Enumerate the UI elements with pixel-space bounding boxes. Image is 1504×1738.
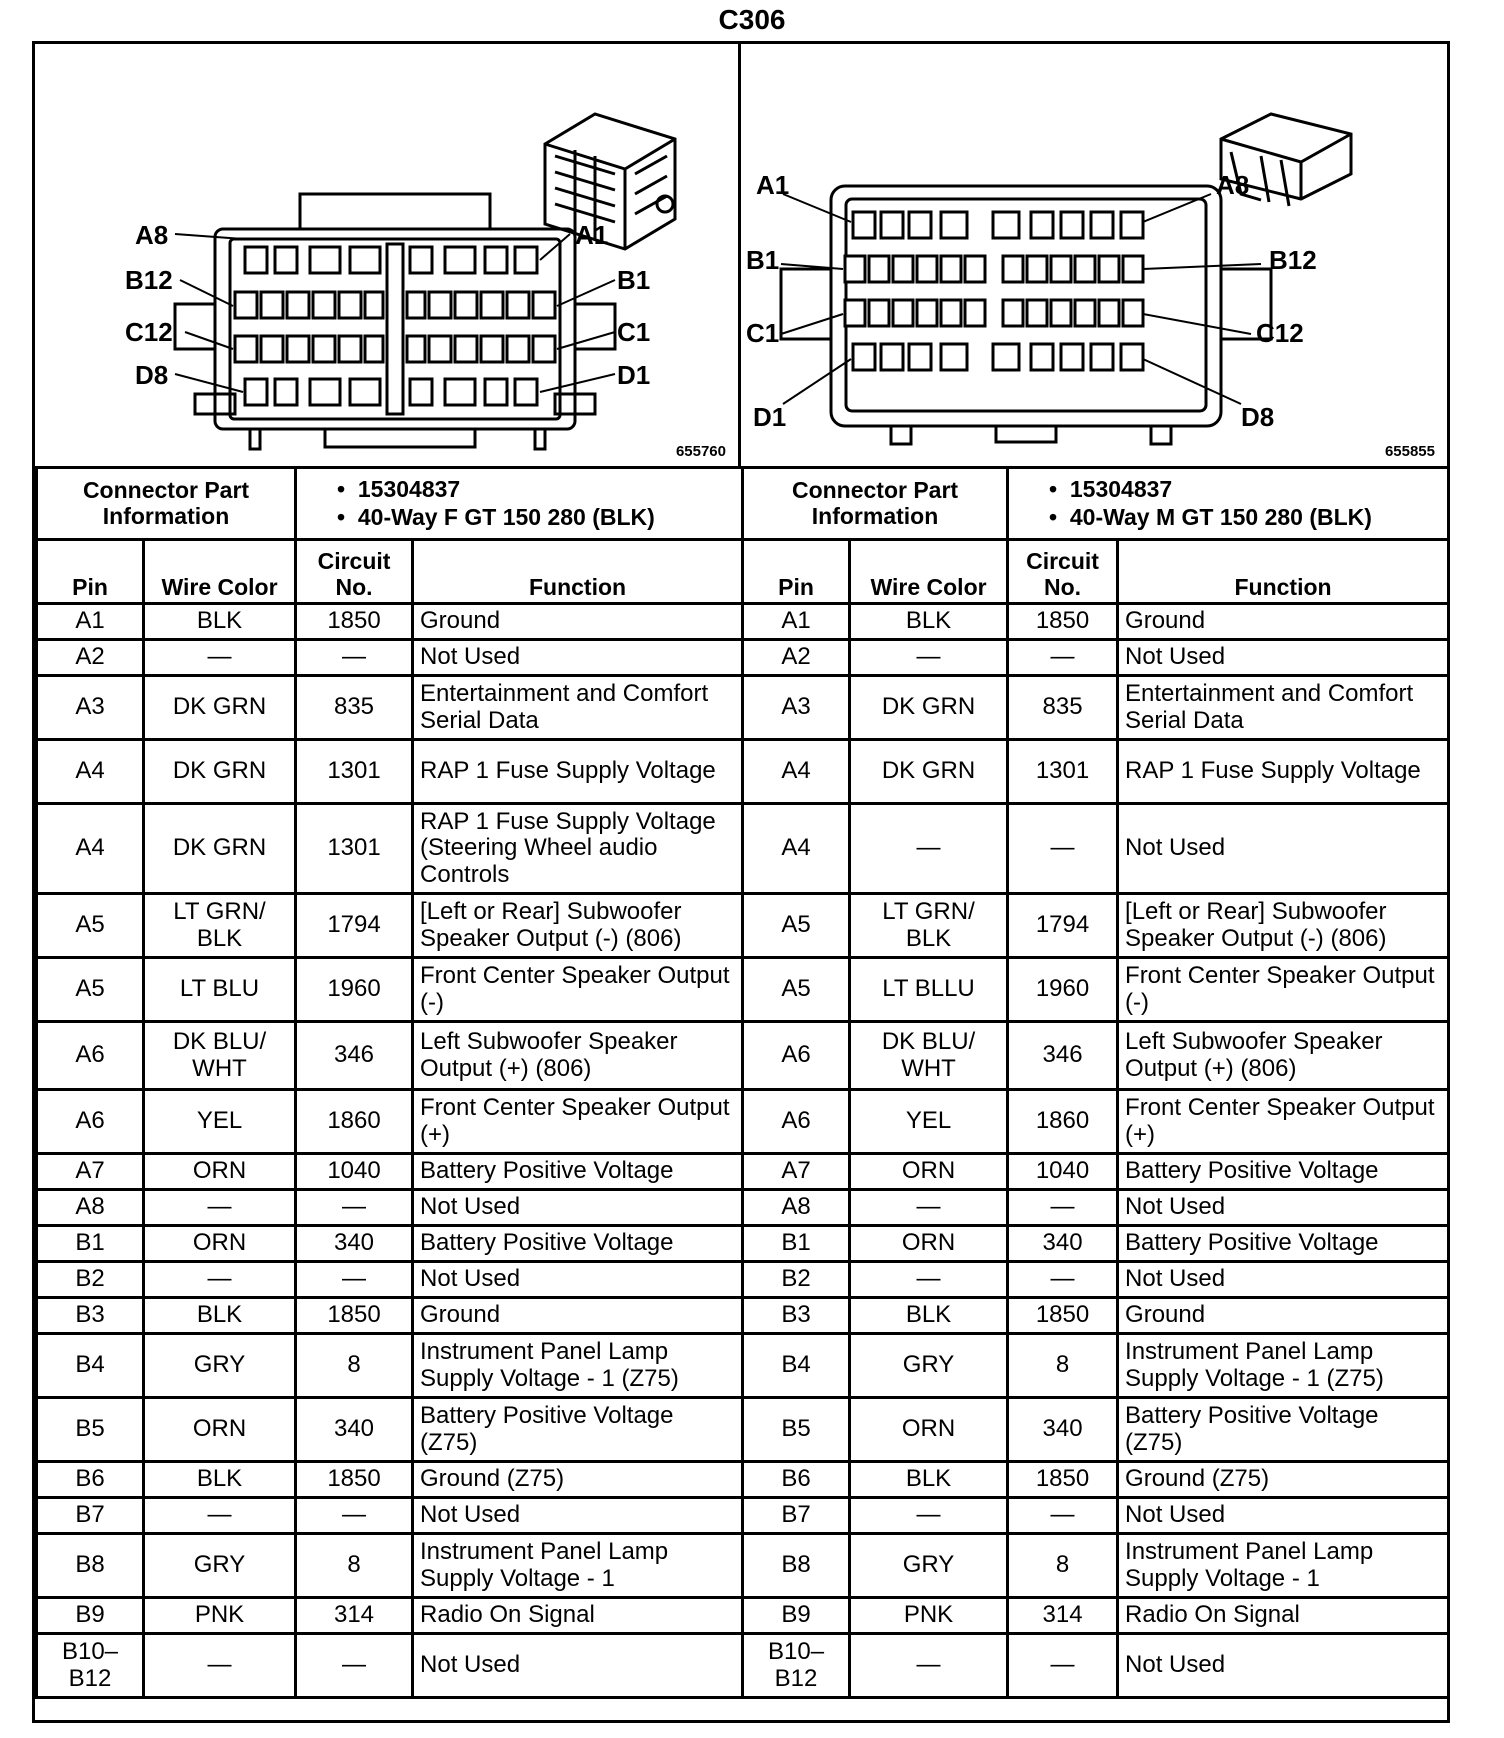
right-pin-cell: B8 xyxy=(743,1534,850,1598)
right-pin-cell: A7 xyxy=(743,1154,850,1190)
right-circuit-no-cell: — xyxy=(1008,1190,1118,1226)
right-connector-diagram xyxy=(741,44,1447,466)
right-function-cell: Not Used xyxy=(1118,1634,1449,1698)
left-pin-cell: A4 xyxy=(37,804,144,894)
left-connector-diagram xyxy=(35,44,741,466)
left-circuit-no-cell: 8 xyxy=(296,1534,413,1598)
left-circuit-no-cell: 1850 xyxy=(296,604,413,640)
table-row xyxy=(37,1226,1449,1262)
left-part-description: • 40-Way F GT 150 280 (BLK) xyxy=(337,504,655,530)
right-wire-color-cell: GRY xyxy=(850,1534,1008,1598)
right-wire-color-cell: BLK xyxy=(850,1298,1008,1334)
header-function: Function xyxy=(1118,540,1449,604)
table-row xyxy=(37,1462,1449,1498)
right-circuit-no-cell: — xyxy=(1008,1262,1118,1298)
right-pin-cell: B2 xyxy=(743,1262,850,1298)
right-function-cell: Not Used xyxy=(1118,1262,1449,1298)
right-circuit-no-cell: 1850 xyxy=(1008,604,1118,640)
right-function-cell: Not Used xyxy=(1118,1190,1449,1226)
left-pin-cell: A5 xyxy=(37,894,144,958)
left-pin-cell: A8 xyxy=(37,1190,144,1226)
female-connector-drawing xyxy=(35,44,738,466)
left-wire-color-cell: LT BLU xyxy=(144,958,296,1022)
right-wire-color-cell: DK GRN xyxy=(850,740,1008,804)
header-pin: Pin xyxy=(743,540,850,604)
left-function-cell: Not Used xyxy=(413,1498,743,1534)
left-pin-cell: A2 xyxy=(37,640,144,676)
left-pin-cell: B9 xyxy=(37,1598,144,1634)
right-wire-color-cell: LT GRN/ BLK xyxy=(850,894,1008,958)
left-function-cell: Ground xyxy=(413,604,743,640)
right-info-label: Connector Part Information xyxy=(743,468,1008,540)
left-function-cell: Battery Positive Voltage xyxy=(413,1154,743,1190)
table-row xyxy=(37,1262,1449,1298)
right-function-cell: Ground xyxy=(1118,1298,1449,1334)
pin-label-c12: C12 xyxy=(1256,318,1304,348)
table-row xyxy=(37,676,1449,740)
right-function-cell: Instrument Panel Lamp Supply Voltage - 1 (Z75) xyxy=(1118,1334,1449,1398)
header-circuit-no: Circuit No. xyxy=(296,540,413,604)
right-wire-color-cell: LT BLLU xyxy=(850,958,1008,1022)
right-wire-color-cell: BLK xyxy=(850,1462,1008,1498)
left-pin-cell: A3 xyxy=(37,676,144,740)
right-pin-cell: B5 xyxy=(743,1398,850,1462)
table-row xyxy=(37,1334,1449,1398)
pin-label-b12: B12 xyxy=(1269,245,1317,275)
right-function-cell: Not Used xyxy=(1118,804,1449,894)
pin-label-a8: A8 xyxy=(135,220,169,250)
left-circuit-no-cell: 8 xyxy=(296,1334,413,1398)
left-wire-color-cell: BLK xyxy=(144,1298,296,1334)
left-function-cell: Not Used xyxy=(413,1190,743,1226)
right-function-cell: Left Subwoofer Speaker Output (+) (806) xyxy=(1118,1022,1449,1090)
left-circuit-no-cell: — xyxy=(296,1498,413,1534)
right-pin-cell: B4 xyxy=(743,1334,850,1398)
left-function-cell: Battery Positive Voltage xyxy=(413,1226,743,1262)
header-function: Function xyxy=(413,540,743,604)
male-connector-drawing xyxy=(741,44,1447,466)
left-wire-color-cell: — xyxy=(144,1498,296,1534)
right-function-cell: RAP 1 Fuse Supply Voltage xyxy=(1118,740,1449,804)
pin-label-c1: C1 xyxy=(617,317,651,347)
right-wire-color-cell: DK BLU/ WHT xyxy=(850,1022,1008,1090)
left-wire-color-cell: DK BLU/ WHT xyxy=(144,1022,296,1090)
right-function-cell: Entertainment and Comfort Serial Data xyxy=(1118,676,1449,740)
header-pin: Pin xyxy=(37,540,144,604)
right-function-cell: Ground xyxy=(1118,604,1449,640)
left-wire-color-cell: DK GRN xyxy=(144,740,296,804)
table-row xyxy=(37,1298,1449,1334)
right-function-cell: Battery Positive Voltage xyxy=(1118,1226,1449,1262)
right-circuit-no-cell: 8 xyxy=(1008,1334,1118,1398)
left-circuit-no-cell: 1794 xyxy=(296,894,413,958)
left-function-cell: Left Subwoofer Speaker Output (+) (806) xyxy=(413,1022,743,1090)
right-pin-cell: A5 xyxy=(743,894,850,958)
right-pin-cell: A2 xyxy=(743,640,850,676)
left-part-number: • 15304837 xyxy=(337,475,461,502)
pin-label-a1: A1 xyxy=(575,220,609,250)
pin-label-d1: D1 xyxy=(753,402,787,432)
pin-label-a8: A8 xyxy=(1216,170,1250,200)
left-function-cell: Not Used xyxy=(413,640,743,676)
pin-label-d1: D1 xyxy=(617,360,651,390)
left-circuit-no-cell: 1301 xyxy=(296,804,413,894)
connector-info-row xyxy=(37,468,1449,540)
right-pin-cell: B1 xyxy=(743,1226,850,1262)
table-row xyxy=(37,1398,1449,1462)
left-pin-cell: A6 xyxy=(37,1090,144,1154)
table-row xyxy=(37,1598,1449,1634)
left-circuit-no-cell: 1040 xyxy=(296,1154,413,1190)
right-circuit-no-cell: — xyxy=(1008,804,1118,894)
right-circuit-no-cell: 8 xyxy=(1008,1534,1118,1598)
right-circuit-no-cell: 1960 xyxy=(1008,958,1118,1022)
left-function-cell: Not Used xyxy=(413,1634,743,1698)
table-row xyxy=(37,604,1449,640)
left-circuit-no-cell: 314 xyxy=(296,1598,413,1634)
left-wire-color-cell: ORN xyxy=(144,1398,296,1462)
left-circuit-no-cell: — xyxy=(296,640,413,676)
left-function-cell: Radio On Signal xyxy=(413,1598,743,1634)
left-wire-color-cell: — xyxy=(144,1634,296,1698)
left-pin-cell: A6 xyxy=(37,1022,144,1090)
right-wire-color-cell: PNK xyxy=(850,1598,1008,1634)
left-function-cell: [Left or Rear] Subwoofer Speaker Output (-) (806) xyxy=(413,894,743,958)
right-circuit-no-cell: 1850 xyxy=(1008,1298,1118,1334)
right-wire-color-cell: — xyxy=(850,1498,1008,1534)
left-pin-cell: B6 xyxy=(37,1462,144,1498)
left-pin-cell: A7 xyxy=(37,1154,144,1190)
right-pin-cell: B6 xyxy=(743,1462,850,1498)
table-row xyxy=(37,1190,1449,1226)
right-wire-color-cell: ORN xyxy=(850,1398,1008,1462)
pin-label-c1: C1 xyxy=(746,318,780,348)
left-wire-color-cell: DK GRN xyxy=(144,804,296,894)
left-wire-color-cell: BLK xyxy=(144,604,296,640)
pin-label-b12: B12 xyxy=(125,265,173,295)
header-wire-color: Wire Color xyxy=(850,540,1008,604)
table-row xyxy=(37,894,1449,958)
right-function-cell: Front Center Speaker Output (+) xyxy=(1118,1090,1449,1154)
table-row xyxy=(37,958,1449,1022)
right-circuit-no-cell: — xyxy=(1008,1498,1118,1534)
right-function-cell: Not Used xyxy=(1118,1498,1449,1534)
right-function-cell: Not Used xyxy=(1118,640,1449,676)
left-pin-cell: B10– B12 xyxy=(37,1634,144,1698)
left-circuit-no-cell: 1850 xyxy=(296,1462,413,1498)
left-pin-cell: B1 xyxy=(37,1226,144,1262)
left-wire-color-cell: ORN xyxy=(144,1154,296,1190)
left-circuit-no-cell: 346 xyxy=(296,1022,413,1090)
left-wire-color-cell: YEL xyxy=(144,1090,296,1154)
right-pin-cell: A6 xyxy=(743,1090,850,1154)
right-circuit-no-cell: — xyxy=(1008,1634,1118,1698)
table-row xyxy=(37,1498,1449,1534)
right-wire-color-cell: — xyxy=(850,1262,1008,1298)
right-pin-cell: A4 xyxy=(743,804,850,894)
left-function-cell: Not Used xyxy=(413,1262,743,1298)
left-function-cell: RAP 1 Fuse Supply Voltage xyxy=(413,740,743,804)
pinout-table xyxy=(35,466,1450,1699)
right-circuit-no-cell: 1794 xyxy=(1008,894,1118,958)
table-row xyxy=(37,640,1449,676)
table-row xyxy=(37,1090,1449,1154)
right-pin-cell: B9 xyxy=(743,1598,850,1634)
left-circuit-no-cell: — xyxy=(296,1634,413,1698)
right-circuit-no-cell: 1860 xyxy=(1008,1090,1118,1154)
left-circuit-no-cell: 1960 xyxy=(296,958,413,1022)
left-pin-cell: B2 xyxy=(37,1262,144,1298)
left-pin-cell: A1 xyxy=(37,604,144,640)
left-wire-color-cell: ORN xyxy=(144,1226,296,1262)
left-wire-color-cell: — xyxy=(144,1262,296,1298)
left-pin-cell: B7 xyxy=(37,1498,144,1534)
right-circuit-no-cell: 314 xyxy=(1008,1598,1118,1634)
left-pin-cell: B3 xyxy=(37,1298,144,1334)
left-wire-color-cell: GRY xyxy=(144,1334,296,1398)
left-circuit-no-cell: 1850 xyxy=(296,1298,413,1334)
left-function-cell: Ground (Z75) xyxy=(413,1462,743,1498)
right-circuit-no-cell: 835 xyxy=(1008,676,1118,740)
column-header-row xyxy=(37,540,1449,604)
figure-number: 655760 xyxy=(675,443,726,460)
right-circuit-no-cell: 1040 xyxy=(1008,1154,1118,1190)
left-pin-cell: B4 xyxy=(37,1334,144,1398)
left-wire-color-cell: GRY xyxy=(144,1534,296,1598)
right-wire-color-cell: — xyxy=(850,1190,1008,1226)
right-wire-color-cell: — xyxy=(850,804,1008,894)
pin-label-c12: C12 xyxy=(125,317,173,347)
right-function-cell: Instrument Panel Lamp Supply Voltage - 1 xyxy=(1118,1534,1449,1598)
page-title: C306 xyxy=(718,4,786,35)
right-pin-cell: A8 xyxy=(743,1190,850,1226)
right-function-cell: Ground (Z75) xyxy=(1118,1462,1449,1498)
right-wire-color-cell: BLK xyxy=(850,604,1008,640)
left-circuit-no-cell: 340 xyxy=(296,1398,413,1462)
table-row xyxy=(37,740,1449,804)
left-function-cell: Instrument Panel Lamp Supply Voltage - 1 xyxy=(413,1534,743,1598)
right-circuit-no-cell: 1301 xyxy=(1008,740,1118,804)
right-pin-cell: B10– B12 xyxy=(743,1634,850,1698)
right-pin-cell: A1 xyxy=(743,604,850,640)
left-function-cell: Ground xyxy=(413,1298,743,1334)
right-pin-cell: B3 xyxy=(743,1298,850,1334)
right-circuit-no-cell: — xyxy=(1008,640,1118,676)
right-circuit-no-cell: 340 xyxy=(1008,1398,1118,1462)
right-pin-cell: A6 xyxy=(743,1022,850,1090)
right-wire-color-cell: — xyxy=(850,1634,1008,1698)
left-circuit-no-cell: — xyxy=(296,1262,413,1298)
right-wire-color-cell: — xyxy=(850,640,1008,676)
header-circuit-no: Circuit No. xyxy=(1008,540,1118,604)
right-circuit-no-cell: 1850 xyxy=(1008,1462,1118,1498)
left-info-value xyxy=(296,468,743,540)
right-function-cell: [Left or Rear] Subwoofer Speaker Output (-) (806) xyxy=(1118,894,1449,958)
right-function-cell: Battery Positive Voltage xyxy=(1118,1154,1449,1190)
pin-label-b1: B1 xyxy=(746,245,780,275)
left-wire-color-cell: PNK xyxy=(144,1598,296,1634)
left-pin-cell: A4 xyxy=(37,740,144,804)
left-wire-color-cell: — xyxy=(144,1190,296,1226)
left-pin-cell: A5 xyxy=(37,958,144,1022)
left-function-cell: Instrument Panel Lamp Supply Voltage - 1 (Z75) xyxy=(413,1334,743,1398)
left-circuit-no-cell: 835 xyxy=(296,676,413,740)
left-pin-cell: B8 xyxy=(37,1534,144,1598)
left-circuit-no-cell: 340 xyxy=(296,1226,413,1262)
table-row xyxy=(37,1534,1449,1598)
right-pin-cell: A4 xyxy=(743,740,850,804)
left-circuit-no-cell: 1860 xyxy=(296,1090,413,1154)
right-pin-cell: A5 xyxy=(743,958,850,1022)
left-function-cell: Entertainment and Comfort Serial Data xyxy=(413,676,743,740)
right-wire-color-cell: YEL xyxy=(850,1090,1008,1154)
right-function-cell: Radio On Signal xyxy=(1118,1598,1449,1634)
table-row xyxy=(37,1634,1449,1698)
left-function-cell: Battery Positive Voltage (Z75) xyxy=(413,1398,743,1462)
left-wire-color-cell: LT GRN/ BLK xyxy=(144,894,296,958)
left-function-cell: RAP 1 Fuse Supply Voltage (Steering Wheel audio Controls xyxy=(413,804,743,894)
left-circuit-no-cell: — xyxy=(296,1190,413,1226)
left-wire-color-cell: DK GRN xyxy=(144,676,296,740)
right-wire-color-cell: DK GRN xyxy=(850,676,1008,740)
right-wire-color-cell: ORN xyxy=(850,1226,1008,1262)
pin-label-b1: B1 xyxy=(617,265,651,295)
table-row xyxy=(37,804,1449,894)
right-function-cell: Front Center Speaker Output (-) xyxy=(1118,958,1449,1022)
left-pin-cell: B5 xyxy=(37,1398,144,1462)
left-function-cell: Front Center Speaker Output (+) xyxy=(413,1090,743,1154)
left-info-label: Connector Part Information xyxy=(37,468,296,540)
right-function-cell: Battery Positive Voltage (Z75) xyxy=(1118,1398,1449,1462)
left-wire-color-cell: BLK xyxy=(144,1462,296,1498)
table-row xyxy=(37,1154,1449,1190)
left-wire-color-cell: — xyxy=(144,640,296,676)
right-circuit-no-cell: 340 xyxy=(1008,1226,1118,1262)
header-wire-color: Wire Color xyxy=(144,540,296,604)
right-wire-color-cell: ORN xyxy=(850,1154,1008,1190)
right-wire-color-cell: GRY xyxy=(850,1334,1008,1398)
right-pin-cell: A3 xyxy=(743,676,850,740)
right-info-value xyxy=(1008,468,1449,540)
figure-number: 655855 xyxy=(1384,443,1435,460)
right-part-description: • 40-Way M GT 150 280 (BLK) xyxy=(1049,504,1372,530)
pin-label-a1: A1 xyxy=(756,170,790,200)
table-row xyxy=(37,1022,1449,1090)
left-function-cell: Front Center Speaker Output (-) xyxy=(413,958,743,1022)
right-part-number: • 15304837 xyxy=(1049,475,1173,502)
left-circuit-no-cell: 1301 xyxy=(296,740,413,804)
right-circuit-no-cell: 346 xyxy=(1008,1022,1118,1090)
pin-label-d8: D8 xyxy=(135,360,169,390)
pin-label-d8: D8 xyxy=(1241,402,1275,432)
right-pin-cell: B7 xyxy=(743,1498,850,1534)
